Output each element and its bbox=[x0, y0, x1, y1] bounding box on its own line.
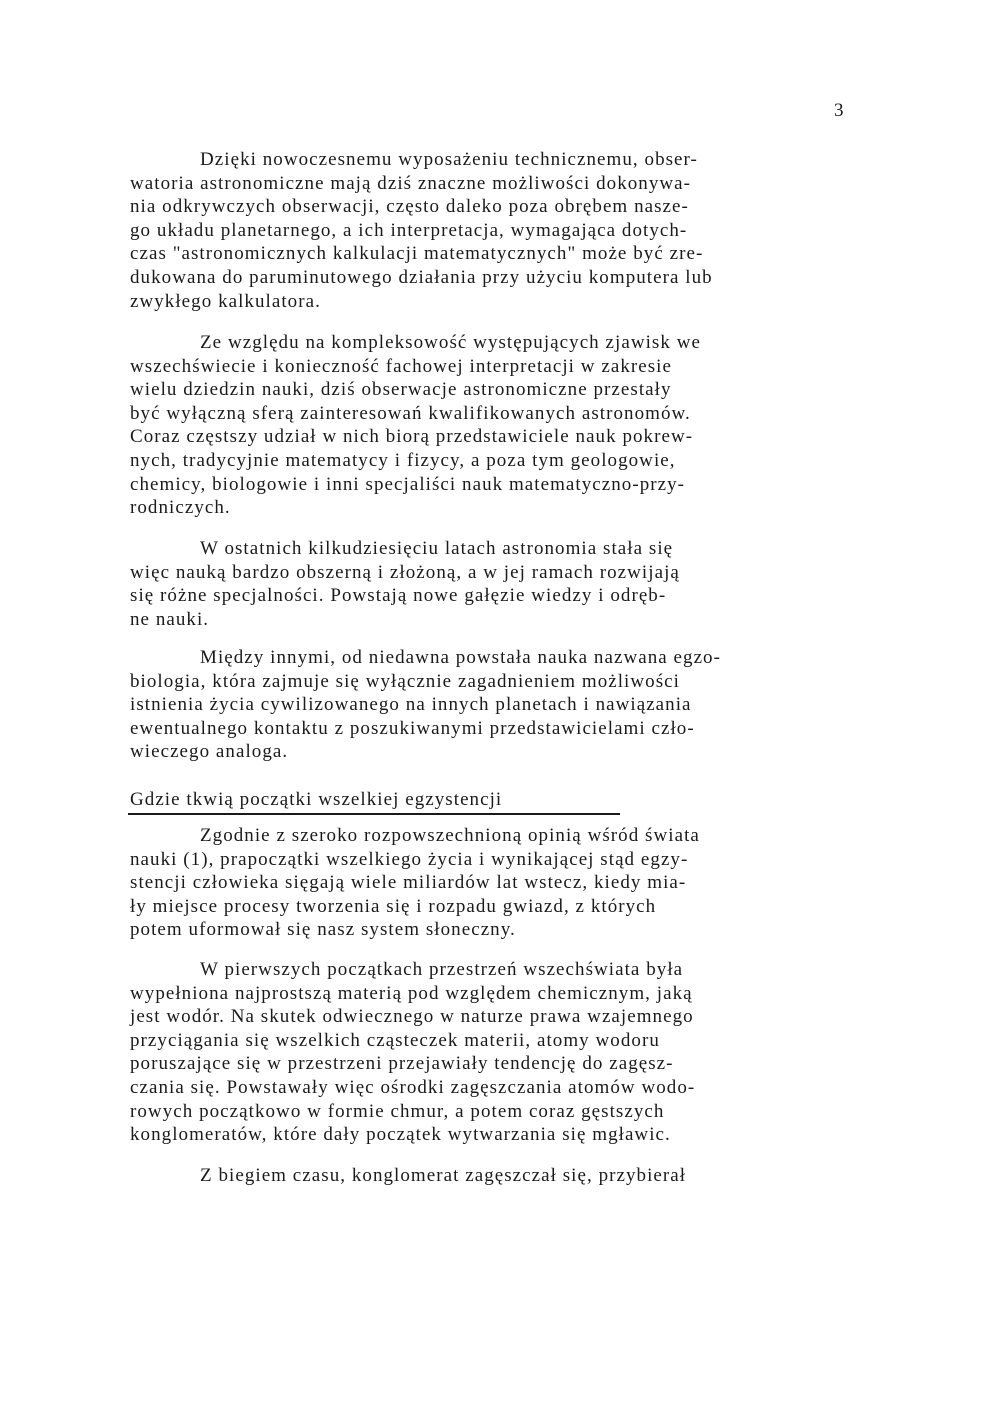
heading-underline bbox=[128, 813, 620, 815]
text-line: czania się. Powstawały więc ośrodki zagęszczania atomów wodo- bbox=[130, 1076, 696, 1098]
text-line: dukowana do paruminutowego działania przy użyciu komputera lub bbox=[130, 266, 713, 288]
section-heading: Gdzie tkwią początki wszelkiej egzystencji bbox=[130, 789, 503, 810]
text-line: więc nauką bardzo obszerną i złożoną, a w jej ramach rozwijają bbox=[130, 561, 680, 583]
text-line: nych, tradycyjnie matematycy i fizycy, a poza tym geologowie, bbox=[130, 449, 676, 471]
paragraph-1 bbox=[130, 148, 890, 313]
text-line: ne nauki. bbox=[130, 608, 210, 630]
text-line: być wyłączną sferą zainteresowań kwalifikowanych astronomów. bbox=[130, 402, 691, 424]
text-line: jest wodór. Na skutek odwiecznego w naturze prawa wzajemnego bbox=[130, 1006, 694, 1028]
text-line: nauki (1), prapoczątki wszelkiego życia i wynikającej stąd egzy- bbox=[130, 848, 689, 870]
text-line: nia odkrywczych obserwacji, często daleko poza obrębem nasze- bbox=[130, 196, 689, 218]
text-line: konglomeratów, które dały początek wytwarzania się mgławic. bbox=[130, 1124, 671, 1146]
text-line: stencji człowieka sięgają wiele miliardów lat wstecz, kiedy mia- bbox=[130, 872, 687, 894]
text-line: Coraz częstszy udział w nich biorą przedstawiciele nauk pokrew- bbox=[130, 426, 694, 448]
text-line: watoria astronomiczne mają dziś znaczne możliwości dokonywa- bbox=[130, 172, 692, 194]
paragraph-3 bbox=[130, 537, 890, 631]
section-paragraph-1 bbox=[130, 824, 890, 942]
text-line: czas "astronomicznych kalkulacji matematycznych" może być zre- bbox=[130, 243, 704, 265]
text-line: wypełniona najprostszą materią pod względem chemicznym, jaką bbox=[130, 982, 693, 1004]
text-line: zwykłego kalkulatora. bbox=[130, 290, 321, 312]
text-line: się różne specjalności. Powstają nowe gałęzie wiedzy i odręb- bbox=[130, 585, 667, 607]
text-line: Z biegiem czasu, konglomerat zagęszczał się, przybierał bbox=[200, 1165, 687, 1186]
text-line: poruszające się w przestrzeni przejawiały tendencję do zagęsz- bbox=[130, 1053, 674, 1075]
text-line: rowych początkowo w formie chmur, a potem coraz gęstszych bbox=[130, 1100, 665, 1122]
text-line: biologia, która zajmuje się wyłącznie zagadnieniem możliwości bbox=[130, 670, 680, 692]
section-paragraph-2 bbox=[130, 958, 890, 1147]
text-line: wielu dziedzin nauki, dziś obserwacje astronomiczne przestały bbox=[130, 379, 672, 401]
text-line: go układu planetarnego, a ich interpretacja, wymagająca dotych- bbox=[130, 219, 688, 241]
page-number: 3 bbox=[834, 100, 844, 121]
text-line: ły miejsce procesy tworzenia się i rozpadu gwiazd, z których bbox=[130, 895, 657, 917]
text-line: wszechświecie i konieczność fachowej interpretacji w zakresie bbox=[130, 355, 672, 377]
text-line: Ze względu na kompleksowość występujących zjawisk we bbox=[200, 332, 701, 353]
text-line: ewentualnego kontaktu z poszukiwanymi przedstawicielami czło- bbox=[130, 717, 695, 739]
text-line: chemicy, biologowie i inni specjaliści nauk matematyczno-przy- bbox=[130, 473, 686, 495]
section-paragraph-3 bbox=[130, 1164, 890, 1188]
text-line: Zgodnie z szeroko rozpowszechnioną opinią wśród świata bbox=[200, 825, 700, 846]
paragraph-4 bbox=[130, 646, 890, 764]
text-line: istnienia życia cywilizowanego na innych planetach i nawiązania bbox=[130, 694, 692, 716]
text-line: Dzięki nowoczesnemu wyposażeniu technicznemu, obser- bbox=[200, 149, 698, 170]
text-line: rodniczych. bbox=[130, 497, 231, 519]
text-line: W pierwszych początkach przestrzeń wszechświata była bbox=[200, 959, 684, 980]
text-line: wieczego analoga. bbox=[130, 741, 289, 763]
paragraph-2 bbox=[130, 331, 890, 520]
text-line: przyciągania się wszelkich cząsteczek materii, atomy wodoru bbox=[130, 1029, 660, 1051]
text-line: Między innymi, od niedawna powstała nauka nazwana egzo- bbox=[200, 647, 721, 668]
text-line: potem uformował się nasz system słoneczny. bbox=[130, 919, 516, 941]
text-line: W ostatnich kilkudziesięciu latach astronomia stała się bbox=[200, 538, 674, 559]
